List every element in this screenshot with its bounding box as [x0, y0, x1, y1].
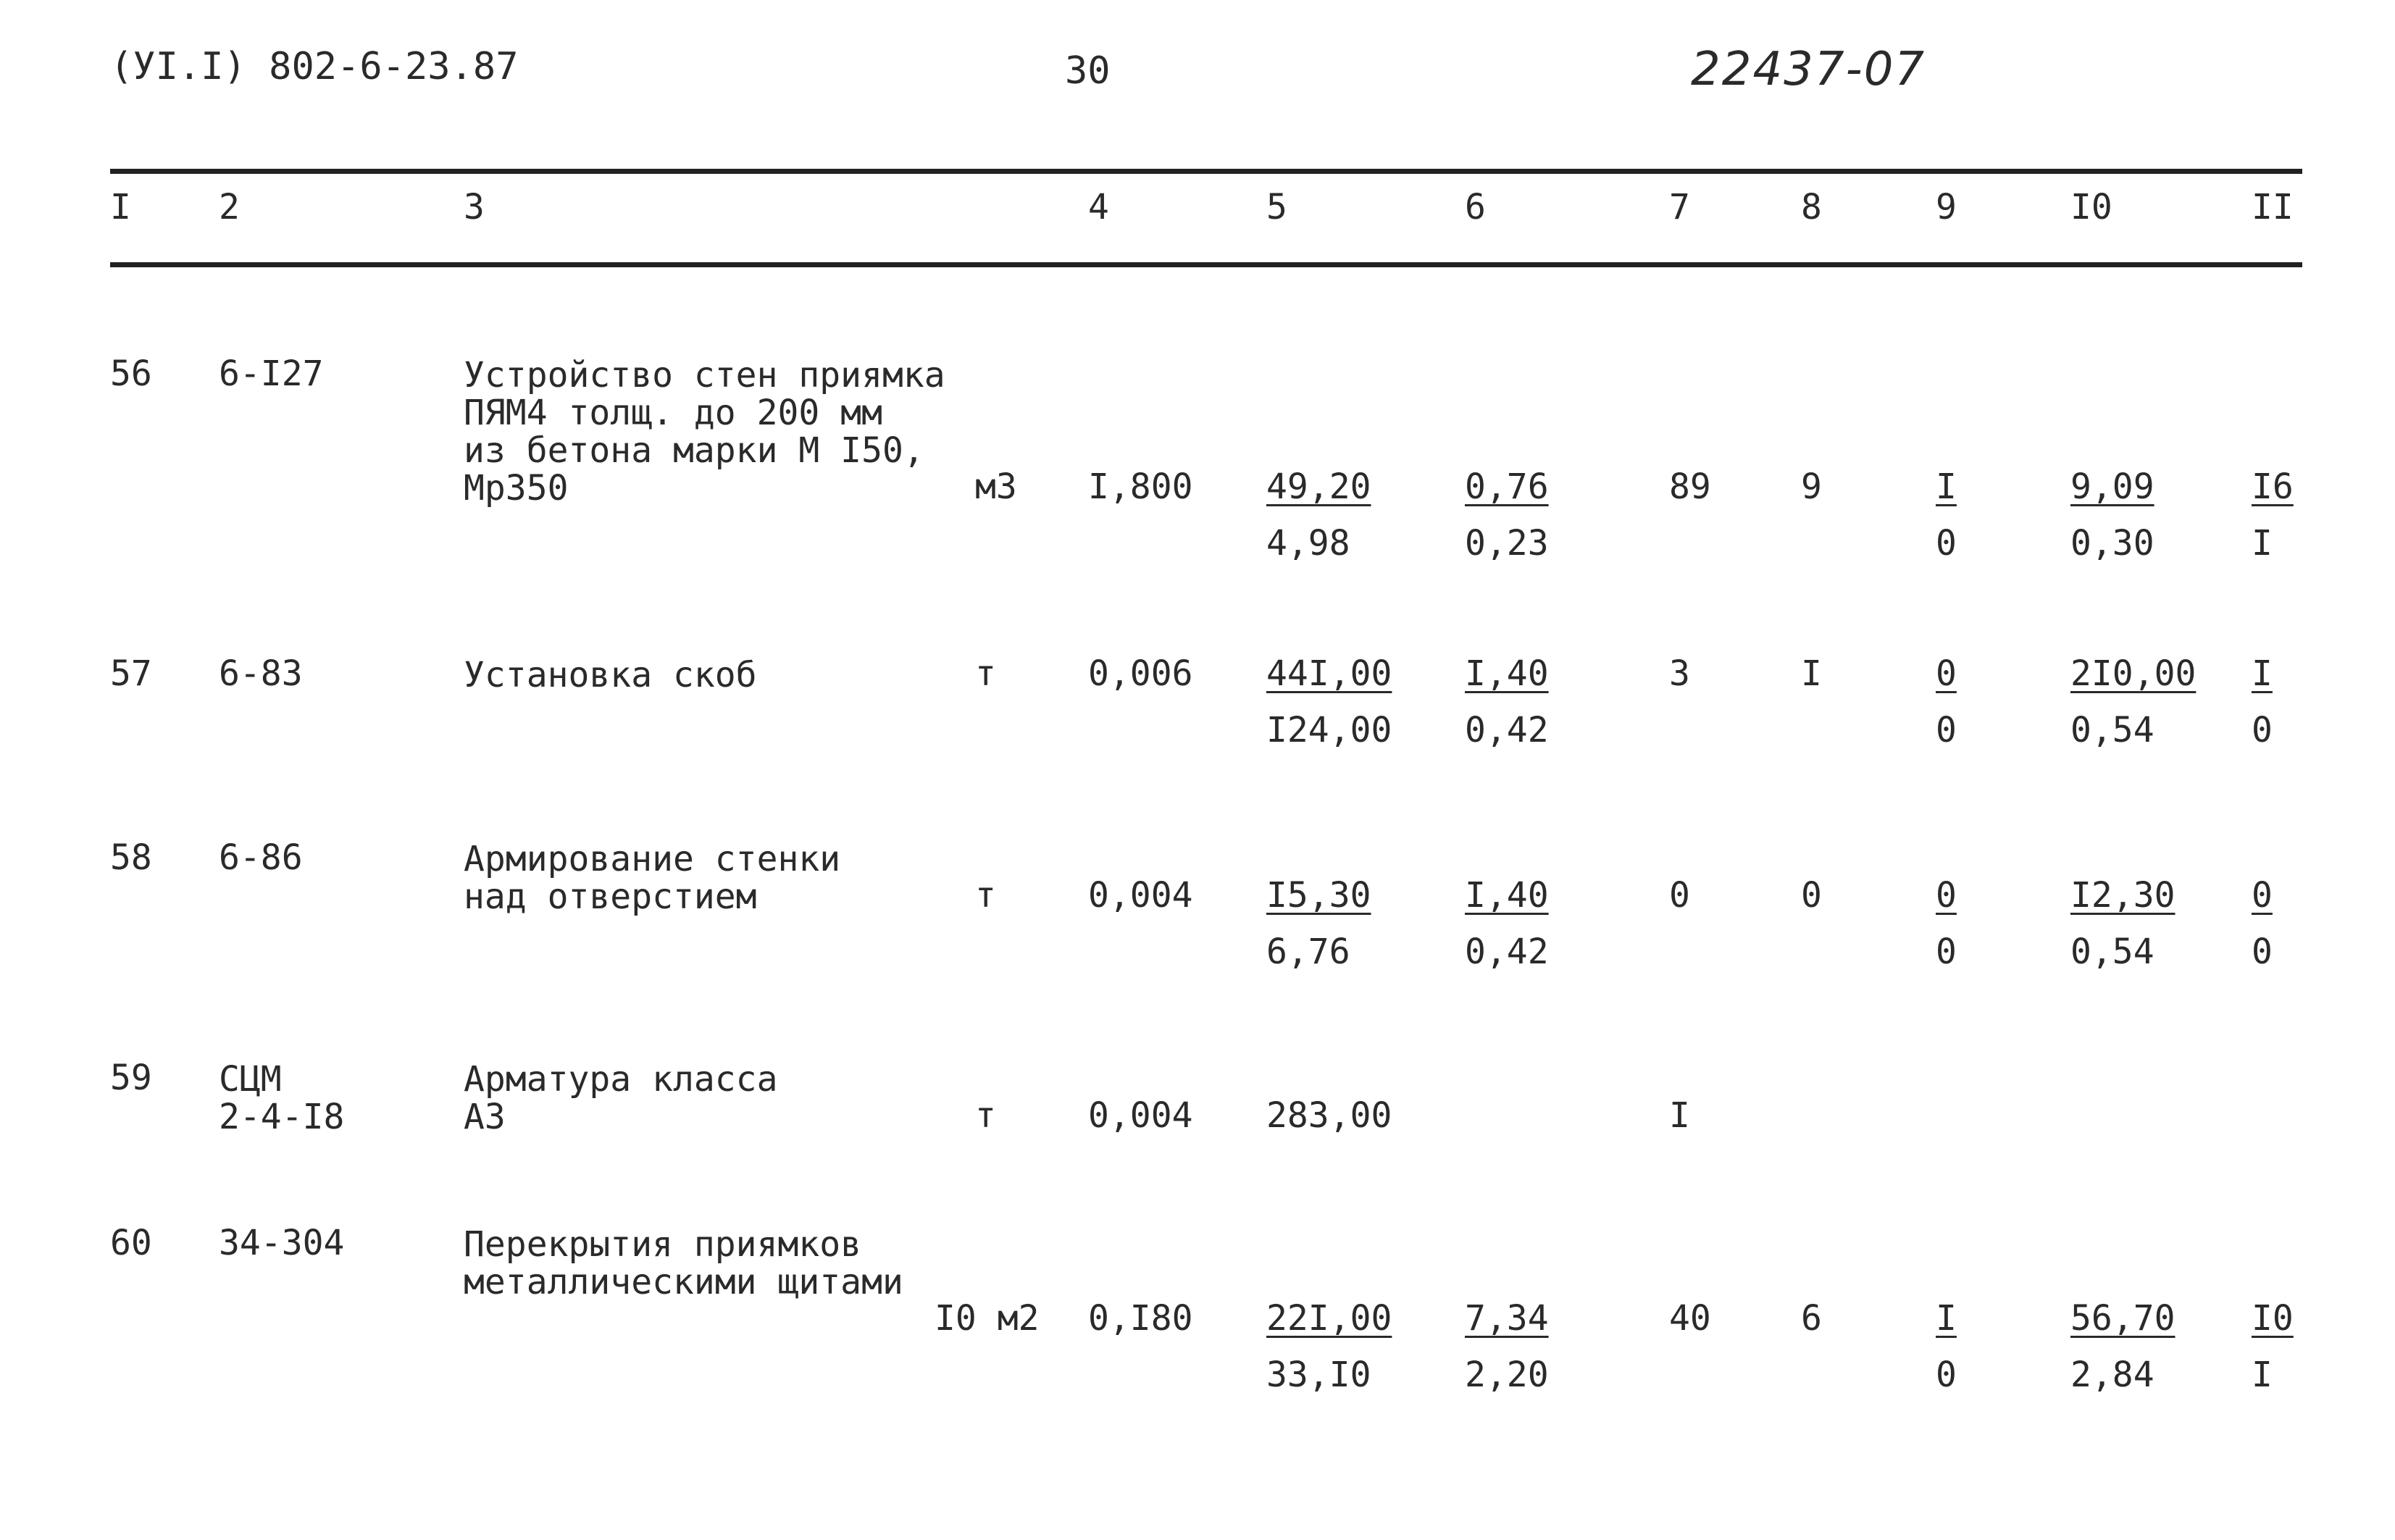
column-10-lower: 0,54 [2070, 710, 2154, 750]
unit: м3 [975, 466, 1017, 507]
column-8-value: 6 [1801, 1298, 1822, 1339]
column-7-value: 40 [1669, 1298, 1711, 1339]
column-9-lower: 0 [1936, 710, 1957, 750]
quantity: I,800 [1088, 466, 1193, 507]
work-description: Арматура класса А3 [464, 1059, 778, 1137]
column-7-value: 89 [1669, 466, 1711, 507]
cost-total: 49,20 [1266, 466, 1371, 507]
work-description: Армирование стенки над отверстием [464, 839, 841, 917]
column-header-2: 2 [219, 187, 240, 227]
machine-cost: 7,34 [1465, 1298, 1549, 1339]
norm-code: 6-I27 [219, 353, 324, 394]
column-9-upper: 0 [1936, 875, 1957, 916]
column-10-lower: 2,84 [2070, 1355, 2154, 1395]
quantity: 0,004 [1088, 875, 1193, 916]
column-11-upper: I [2252, 653, 2273, 694]
column-header-3: 3 [464, 187, 485, 227]
machine-wages: 0,42 [1465, 932, 1549, 972]
row-number: 59 [110, 1058, 152, 1098]
cost-total: 22I,00 [1266, 1298, 1392, 1339]
column-header-1: I [110, 187, 131, 227]
column-header-7: 7 [1669, 187, 1690, 227]
unit: т [975, 1095, 996, 1136]
column-7-value: 3 [1669, 653, 1690, 694]
column-header-6: 6 [1465, 187, 1486, 227]
cost-total: 44I,00 [1266, 653, 1392, 694]
row-number: 60 [110, 1223, 152, 1263]
unit: т [975, 875, 996, 916]
column-11-upper: I0 [2252, 1298, 2294, 1339]
cost-wages: 4,98 [1266, 523, 1350, 564]
unit: I0 м2 [935, 1298, 1040, 1339]
quantity: 0,006 [1088, 653, 1193, 694]
column-10-lower: 0,54 [2070, 932, 2154, 972]
column-10-upper: 9,09 [2070, 466, 2154, 507]
column-10-upper: I2,30 [2070, 875, 2175, 916]
column-header-4: 4 [1088, 187, 1109, 227]
norm-code: 6-83 [219, 653, 303, 694]
column-8-value: I [1801, 653, 1822, 694]
column-11-upper: 0 [2252, 875, 2273, 916]
work-description: Устройство стен приямка ПЯМ4 толщ. до 200 мм из бетона марки М I50, Мр350 [464, 355, 945, 509]
cost-wages: 33,I0 [1266, 1355, 1371, 1395]
column-header-9: 9 [1936, 187, 1957, 227]
quantity: 0,I80 [1088, 1298, 1193, 1339]
row-number: 56 [110, 353, 152, 394]
machine-cost: I,40 [1465, 875, 1549, 916]
column-9-upper: 0 [1936, 653, 1957, 694]
column-9-upper: I [1936, 466, 1957, 507]
column-header-11: II [2252, 187, 2294, 227]
sheet-number: 22437-07 [1691, 43, 1926, 96]
machine-cost: 0,76 [1465, 466, 1549, 507]
column-11-lower: 0 [2252, 932, 2273, 972]
column-10-lower: 0,30 [2070, 523, 2154, 564]
column-8-value: 0 [1801, 875, 1822, 916]
work-description: Перекрытия приямков металлическими щитами [464, 1224, 903, 1302]
column-11-lower: I [2252, 1355, 2273, 1395]
norm-code: СЦМ 2-4-I8 [219, 1059, 345, 1137]
column-7-value: 0 [1669, 875, 1690, 916]
column-9-upper: I [1936, 1298, 1957, 1339]
column-header-5: 5 [1266, 187, 1287, 227]
work-description: Установка скоб [464, 655, 757, 695]
cost-total: I5,30 [1266, 875, 1371, 916]
cost-wages: 6,76 [1266, 932, 1350, 972]
column-11-lower: 0 [2252, 710, 2273, 750]
column-10-upper: 56,70 [2070, 1298, 2175, 1339]
row-number: 57 [110, 653, 152, 694]
machine-wages: 0,23 [1465, 523, 1549, 564]
cost-wages: I24,00 [1266, 710, 1392, 750]
machine-cost: I,40 [1465, 653, 1549, 694]
document-code: (УI.I) 802-6-23.87 [110, 45, 519, 88]
machine-wages: 0,42 [1465, 710, 1549, 750]
column-9-lower: 0 [1936, 523, 1957, 564]
column-9-lower: 0 [1936, 1355, 1957, 1395]
column-11-lower: I [2252, 523, 2273, 564]
machine-wages: 2,20 [1465, 1355, 1549, 1395]
column-8-value: 9 [1801, 466, 1822, 507]
column-7-value: I [1669, 1095, 1690, 1136]
table-header-rule [110, 262, 2302, 267]
column-11-upper: I6 [2252, 466, 2294, 507]
norm-code: 6-86 [219, 837, 303, 878]
unit: т [975, 653, 996, 694]
column-header-8: 8 [1801, 187, 1822, 227]
column-9-lower: 0 [1936, 932, 1957, 972]
page-number: 30 [1065, 49, 1111, 93]
quantity: 0,004 [1088, 1095, 1193, 1136]
column-10-upper: 2I0,00 [2070, 653, 2197, 694]
row-number: 58 [110, 837, 152, 878]
norm-code: 34-304 [219, 1223, 345, 1263]
table-top-rule [110, 169, 2302, 174]
column-header-10: I0 [2070, 187, 2112, 227]
cost-total: 283,00 [1266, 1095, 1392, 1136]
